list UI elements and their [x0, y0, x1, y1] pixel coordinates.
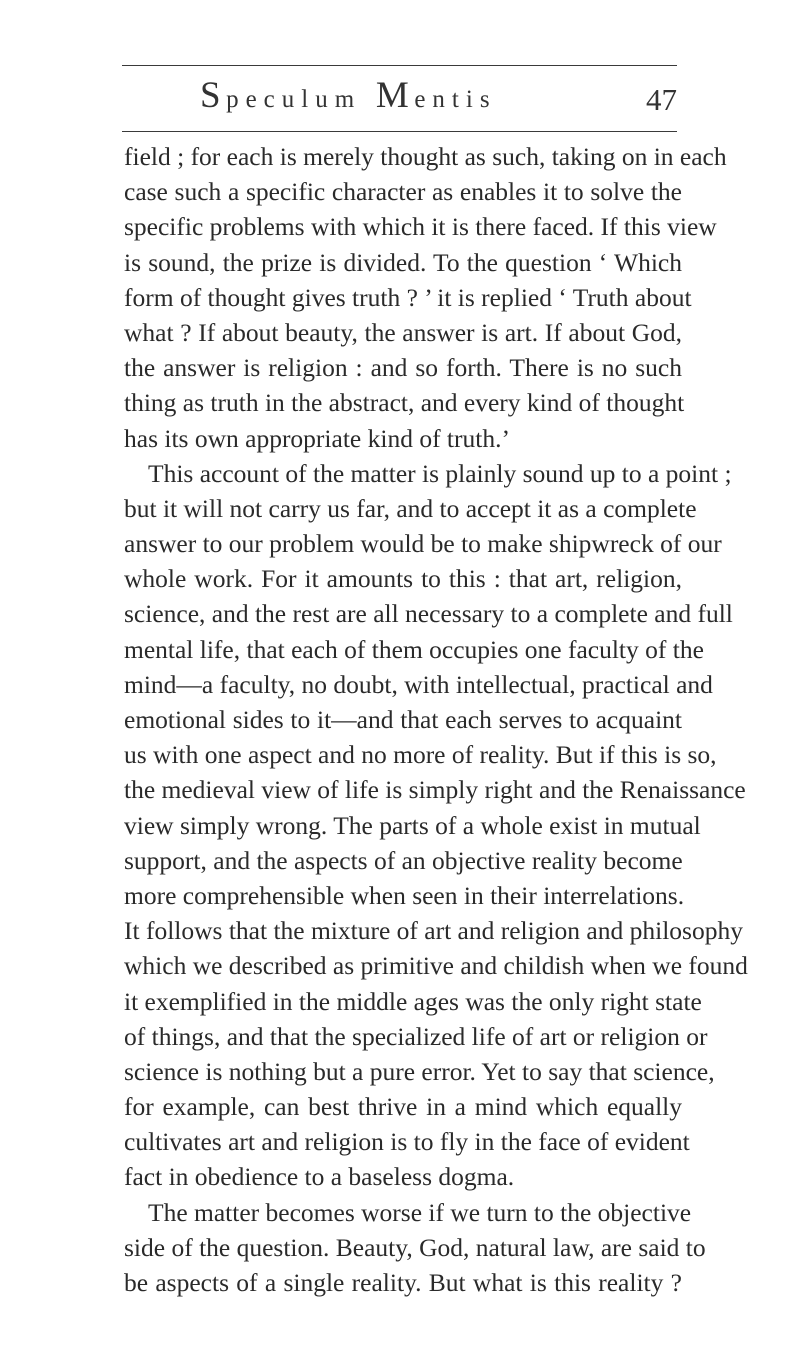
- text-line-paragraph-start: This account of the matter is plainly sound up to a point ;: [148, 458, 732, 488]
- text-line-paragraph-start: The matter becomes worse if we turn to the objective: [148, 1197, 692, 1227]
- text-line: of things, and that the specialized life of art or religion or: [124, 1021, 708, 1051]
- text-line: whole work. For it amounts to this : that art, religion,: [124, 564, 682, 594]
- text-line: science is nothing but a pure error. Yet to say that science,: [124, 1056, 715, 1086]
- text-line: science, and the rest are all necessary to a complete and full: [124, 599, 733, 629]
- running-head-initial-m: M: [361, 75, 415, 116]
- text-line: view simply wrong. The parts of a whole exist in mutual: [124, 810, 701, 840]
- running-head-initial-s: S: [200, 75, 227, 116]
- text-line: the answer is religion : and so forth. There is no such: [124, 353, 682, 383]
- text-line: fact in obedience to a baseless dogma.: [124, 1162, 515, 1192]
- text-line: answer to our problem would be to make shipwreck of our: [124, 529, 722, 559]
- text-line: cultivates art and religion is to fly in the face of evident: [124, 1127, 690, 1157]
- text-line: be aspects of a single reality. But what is this reality ?: [124, 1268, 682, 1297]
- text-line: the medieval view of life is simply right and the Renaissance: [124, 775, 746, 805]
- text-line: side of the question. Beauty, God, natural law, are said to: [124, 1232, 706, 1262]
- text-line: has its own appropriate kind of truth.’: [124, 423, 510, 453]
- text-line: thing as truth in the abstract, and every kind of thought: [124, 388, 685, 418]
- text-line: It follows that the mixture of art and religion and philosophy: [124, 916, 743, 946]
- page-number: 47: [646, 82, 677, 117]
- text-line: case such a specific character as enables it to solve the: [124, 177, 682, 207]
- header-rule-bottom: [122, 131, 677, 132]
- text-line: field ; for each is merely thought as such, taking on in each: [124, 142, 727, 171]
- running-head-word-1-rest: peculum: [226, 86, 362, 113]
- text-line: it exemplified in the middle ages was the only right state: [124, 986, 702, 1016]
- text-line: emotional sides to it—and that each serves to acquaint: [124, 705, 682, 734]
- text-line: more comprehensible when seen in their interrelations.: [124, 880, 685, 910]
- text-line: is sound, the prize is divided. To the question ‘ Which: [124, 247, 682, 277]
- body-text: [124, 139, 748, 1300]
- text-line: support, and the aspects of an objective reality become: [124, 845, 683, 875]
- text-line: what ? If about beauty, the answer is art. If about God,: [124, 317, 682, 347]
- text-line: which we described as primitive and childish when we found: [124, 951, 748, 981]
- text-line: form of thought gives truth ? ’ it is replied ‘ Truth about: [124, 282, 692, 312]
- text-line: for example, can best thrive in a mind which equally: [124, 1092, 682, 1122]
- header-rule-top: [122, 65, 677, 66]
- text-line: but it will not carry us far, and to accept it as a complete: [124, 493, 697, 523]
- running-head-title: [200, 76, 497, 120]
- text-line: us with one aspect and no more of reality. But if this is so,: [124, 740, 717, 770]
- text-line: mind—a faculty, no doubt, with intellectual, practical and: [124, 669, 713, 699]
- text-line: mental life, that each of them occupies one faculty of the: [124, 634, 704, 664]
- text-line: specific problems with which it is there faced. If this view: [124, 212, 717, 242]
- running-head-word-2-rest: entis: [414, 86, 497, 113]
